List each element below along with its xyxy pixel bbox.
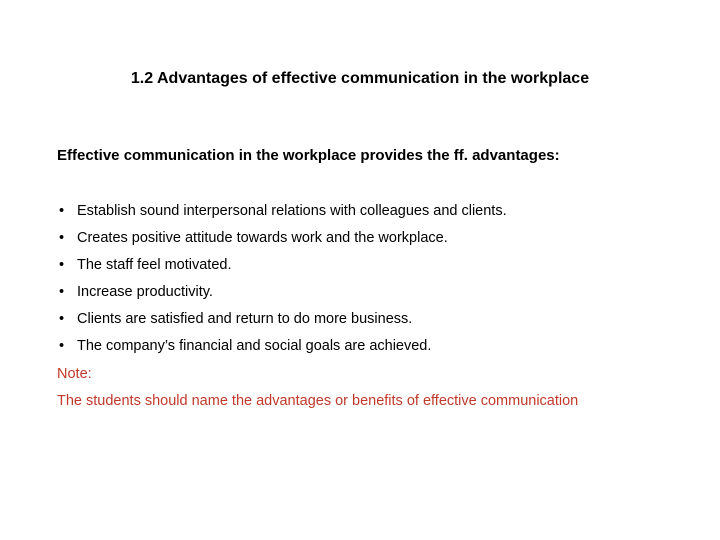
bullet-icon: •	[59, 284, 65, 300]
list-item-text: Increase productivity.	[77, 284, 213, 300]
advantages-list	[57, 202, 507, 364]
list-item	[57, 202, 507, 229]
intro-text: Effective communication in the workplace provides the ff. advantages:	[57, 147, 560, 164]
bullet-icon: •	[59, 338, 65, 354]
list-item	[57, 256, 507, 283]
list-item-text: Clients are satisfied and return to do more business.	[77, 311, 413, 327]
list-item	[57, 229, 507, 256]
list-item-text: Establish sound interpersonal relations with colleagues and clients.	[77, 203, 507, 219]
list-item-text: Creates positive attitude towards work and the workplace.	[77, 230, 448, 246]
bullet-icon: •	[59, 257, 65, 273]
note-label: Note:	[57, 366, 92, 382]
bullet-icon: •	[59, 311, 65, 327]
bullet-icon: •	[59, 230, 65, 246]
note-text: The students should name the advantages or benefits of effective communication	[57, 393, 579, 409]
list-item-text: The staff feel motivated.	[77, 257, 232, 273]
list-item	[57, 283, 507, 310]
list-item-text: The company’s financial and social goals are achieved.	[77, 338, 432, 354]
list-item	[57, 337, 507, 364]
bullet-icon: •	[59, 203, 65, 219]
list-item	[57, 310, 507, 337]
slide-title: 1.2 Advantages of effective communication in the workplace	[130, 70, 590, 87]
